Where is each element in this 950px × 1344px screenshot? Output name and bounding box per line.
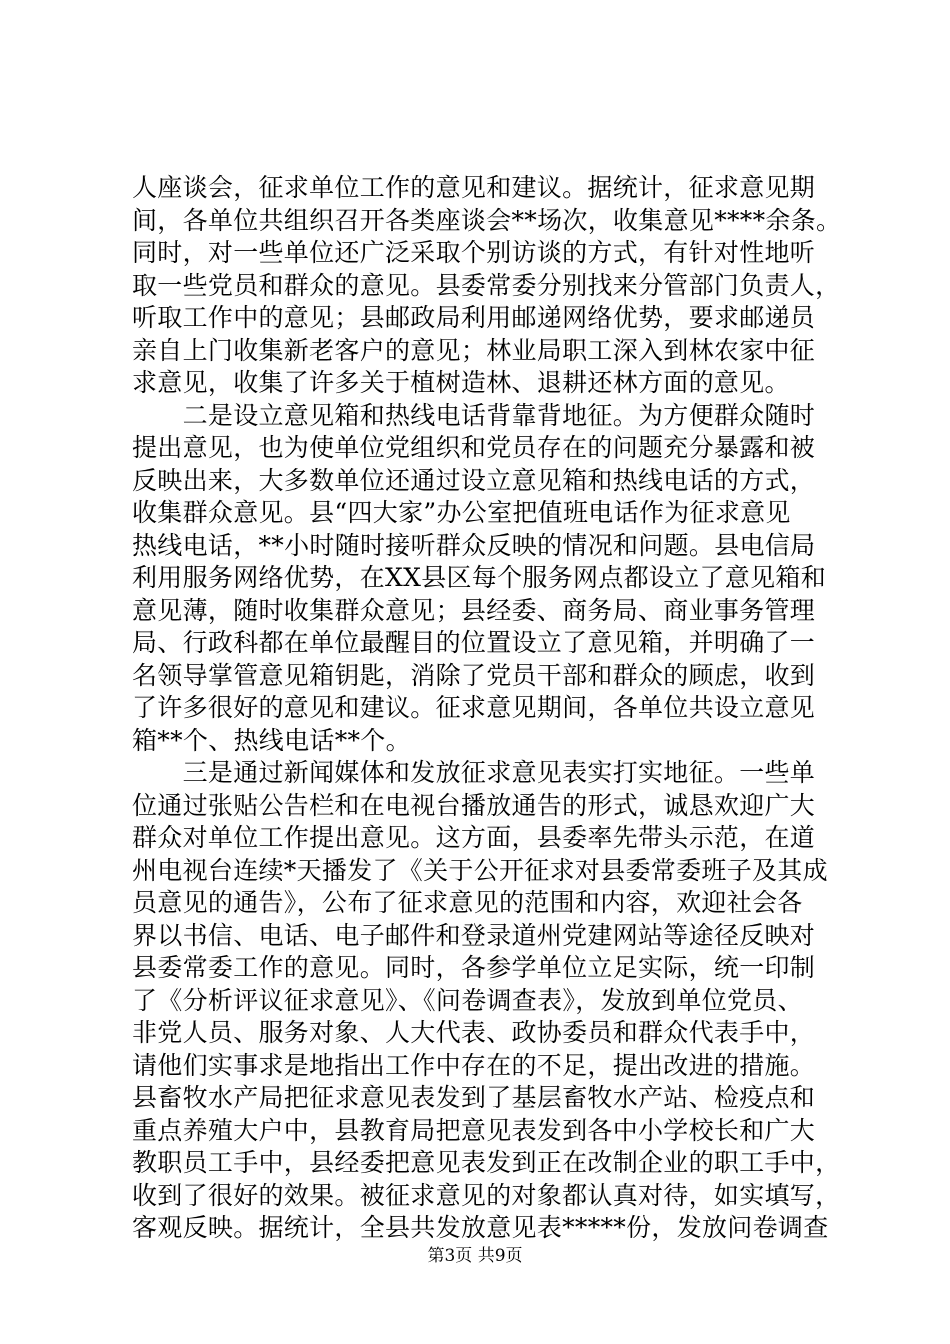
text-line: 利用服务网络优势，在XX县区每个服务网点都设立了意见箱和 xyxy=(132,563,826,592)
text-line: 取一些党员和群众的意见。县委常委分别找来分管部门负责人， xyxy=(132,270,841,300)
text-line: 了许多很好的意见和建议。征求意见期间，各单位共设立意见 xyxy=(132,693,816,722)
text-line: 了《分析评议征求意见》、《问卷调查表》，发放到单位党员、 xyxy=(132,985,803,1015)
text-line: 听取工作中的意见；县邮政局利用邮递网络优势，要求邮递员 xyxy=(132,303,816,332)
text-line: 界以书信、电话、电子邮件和登录道州党建网站等途径反映对 xyxy=(132,920,816,950)
text-line: 请他们实事求是地指出工作中存在的不足，提出改进的措施。 xyxy=(132,1050,816,1080)
text-line: 反映出来，大多数单位还通过设立意见箱和热线电话的方式， xyxy=(132,465,816,495)
text-line: 间，各单位共组织召开各类座谈会**场次，收集意见****余条。 xyxy=(132,205,842,235)
text-line: 箱**个、热线电话**个。 xyxy=(132,725,411,755)
text-line: 县委常委工作的意见。同时，各参学单位立足实际，统一印制 xyxy=(132,953,816,982)
text-line: 群众对单位工作提出意见。这方面，县委率先带头示范，在道 xyxy=(132,823,816,852)
text-line: 意见薄，随时收集群众意见；县经委、商务局、商业事务管理 xyxy=(132,595,816,625)
text-line: 人座谈会，征求单位工作的意见和建议。据统计，征求意见期 xyxy=(132,173,816,202)
text-line: 客观反映。据统计，全县共发放意见表*****份，发放问卷调查 xyxy=(132,1213,829,1242)
page-number: 第3页 共9页 xyxy=(427,1246,523,1266)
body-text xyxy=(132,172,842,1245)
text-line: 州电视台连续*天播发了《关于公开征求对县委常委班子及其成 xyxy=(132,855,828,885)
text-line: 三是通过新闻媒体和发放征求意见表实打实地征。一些单 xyxy=(132,758,816,787)
text-line: 求意见，收集了许多关于植树造林、退耕还林方面的意见。 xyxy=(132,368,790,397)
text-line: 教职员工手中，县经委把意见表发到正在改制企业的职工手中， xyxy=(132,1148,841,1177)
text-line: 局、行政科都在单位最醒目的位置设立了意见箱，并明确了一 xyxy=(132,628,816,657)
text-line: 二是设立意见箱和热线电话背靠背地征。为方便群众随时 xyxy=(132,400,816,430)
text-line: 提出意见，也为使单位党组织和党员存在的问题充分暴露和被 xyxy=(132,433,816,462)
text-line: 亲自上门收集新老客户的意见；林业局职工深入到林农家中征 xyxy=(132,335,816,365)
text-line: 县畜牧水产局把征求意见表发到了基层畜牧水产站、检疫点和 xyxy=(132,1083,816,1112)
text-line: 员意见的通告》，公布了征求意见的范围和内容，欢迎社会各 xyxy=(132,888,803,917)
page-footer xyxy=(0,1244,950,1268)
text-line: 重点养殖大户中，县教育局把意见表发到各中小学校长和广大 xyxy=(132,1115,816,1145)
text-line: 位通过张贴公告栏和在电视台播放通告的形式，诚恳欢迎广大 xyxy=(132,790,816,820)
text-line: 非党人员、服务对象、人大代表、政协委员和群众代表手中， xyxy=(132,1018,816,1047)
text-line: 同时，对一些单位还广泛采取个别访谈的方式，有针对性地听 xyxy=(132,238,816,267)
text-line: 热线电话，**小时随时接听群众反映的情况和问题。县电信局 xyxy=(132,530,816,560)
text-line: 收到了很好的效果。被征求意见的对象都认真对待，如实填写， xyxy=(132,1180,841,1210)
text-line: 名领导掌管意见箱钥匙，消除了党员干部和群众的顾虑，收到 xyxy=(132,660,816,690)
text-line: 收集群众意见。县“四大家”办公室把值班电话作为征求意见 xyxy=(132,498,791,527)
